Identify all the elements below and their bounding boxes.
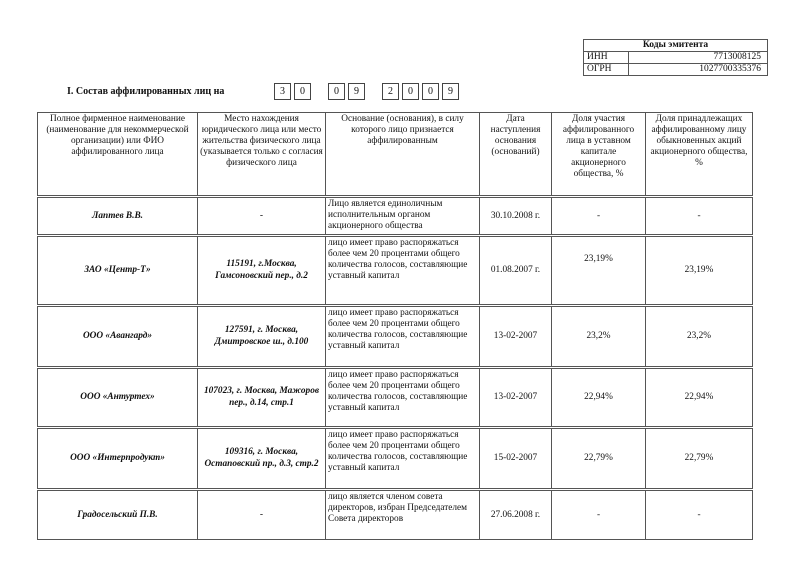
affiliate-basis: лицо имеет право распоряжаться более чем 20 процентами общего количества голосов, составляющие уставный капитал <box>326 427 480 489</box>
affiliate-name: Лаптев В.В. <box>38 197 198 236</box>
affiliate-share-stock: 23,19% <box>646 235 753 305</box>
table-header-row <box>38 113 753 197</box>
col-header-address: Место нахождения юридического лица или место жительства физического лица (указывается только с согласия физического лица <box>198 113 326 197</box>
ogrn-label: ОГРН <box>584 64 629 76</box>
table-row <box>38 197 753 236</box>
date-day-digit: 3 <box>274 83 291 100</box>
affiliate-date: 13-02-2007 <box>480 367 552 427</box>
affiliate-date: 30.10.2008 г. <box>480 197 552 236</box>
col-header-date: Дата наступления основания (оснований) <box>480 113 552 197</box>
affiliate-basis: лицо является членом совета директоров, избран Председателем Совета директоров <box>326 489 480 539</box>
affiliate-address: 109316, г. Москва, Остаповский пр., д.3, стр.2 <box>198 427 326 489</box>
affiliate-date: 15-02-2007 <box>480 427 552 489</box>
affiliate-basis: лицо имеет право распоряжаться более чем 20 процентами общего количества голосов, составляющие уставный капитал <box>326 305 480 367</box>
col-header-share-stock: Доля принадлежащих аффилированному лицу обыкновенных акций акционерного общества, % <box>646 113 753 197</box>
inn-label: ИНН <box>584 52 629 64</box>
affiliate-name: Градосельский П.В. <box>38 489 198 539</box>
affiliate-basis: лицо имеет право распоряжаться более чем 20 процентами общего количества голосов, составляющие уставный капитал <box>326 235 480 305</box>
affiliate-share-stock: - <box>646 197 753 236</box>
affiliate-share-stock: 23,2% <box>646 305 753 367</box>
affiliate-address: 115191, г.Москва, Гамсоновский пер., д.2 <box>198 235 326 305</box>
affiliate-basis: лицо имеет право распоряжаться более чем 20 процентами общего количества голосов, составляющие уставный капитал <box>326 367 480 427</box>
affiliate-name: ООО «Антуртех» <box>38 367 198 427</box>
table-row <box>38 305 753 367</box>
affiliate-address: 107023, г. Москва, Мажоров пер., д.14, стр.1 <box>198 367 326 427</box>
issuer-codes-header: Коды эмитента <box>584 40 768 52</box>
table-row <box>38 489 753 539</box>
affiliate-share-capital: 23,19% <box>552 235 646 305</box>
affiliate-date: 27.06.2008 г. <box>480 489 552 539</box>
table-row <box>38 367 753 427</box>
issuer-codes-table <box>583 39 768 76</box>
date-year-digit: 0 <box>402 83 419 100</box>
section-title: I. Состав аффилированных лиц на <box>67 86 225 97</box>
date-year-digit: 0 <box>422 83 439 100</box>
affiliate-share-capital: 22,79% <box>552 427 646 489</box>
affiliate-date: 01.08.2007 г. <box>480 235 552 305</box>
affiliate-share-stock: 22,94% <box>646 367 753 427</box>
affiliate-address: - <box>198 489 326 539</box>
ogrn-value: 1027700335376 <box>629 64 768 76</box>
affiliate-share-capital: 22,94% <box>552 367 646 427</box>
col-header-name: Полное фирменное наименование (наименование для некоммерческой организации) или ФИО аффилированного лица <box>38 113 198 197</box>
affiliate-basis: Лицо является единоличным исполнительным органом акционерного общества <box>326 197 480 236</box>
affiliate-address: - <box>198 197 326 236</box>
date-month-digit: 9 <box>348 83 365 100</box>
affiliate-date: 13-02-2007 <box>480 305 552 367</box>
col-header-basis: Основание (основания), в силу которого лицо признается аффилированным <box>326 113 480 197</box>
affiliate-name: ООО «Интерпродукт» <box>38 427 198 489</box>
date-year-digit: 2 <box>382 83 399 100</box>
date-day-digit: 0 <box>294 83 311 100</box>
affiliate-name: ЗАО «Центр-Т» <box>38 235 198 305</box>
affiliate-address: 127591, г. Москва, Дмитровское ш., д.100 <box>198 305 326 367</box>
table-row <box>38 427 753 489</box>
table-row <box>38 235 753 305</box>
affiliate-share-stock: - <box>646 489 753 539</box>
affiliate-share-capital: - <box>552 197 646 236</box>
affiliate-share-capital: 23,2% <box>552 305 646 367</box>
affiliate-share-capital: - <box>552 489 646 539</box>
inn-value: 7713008125 <box>629 52 768 64</box>
date-year-digit: 9 <box>442 83 459 100</box>
date-month-digit: 0 <box>328 83 345 100</box>
affiliates-table <box>37 112 753 540</box>
affiliate-share-stock: 22,79% <box>646 427 753 489</box>
col-header-share-capital: Доля участия аффилированного лица в уставном капитале акционерного общества, % <box>552 113 646 197</box>
date-boxes <box>274 83 462 100</box>
affiliate-name: ООО «Авангард» <box>38 305 198 367</box>
